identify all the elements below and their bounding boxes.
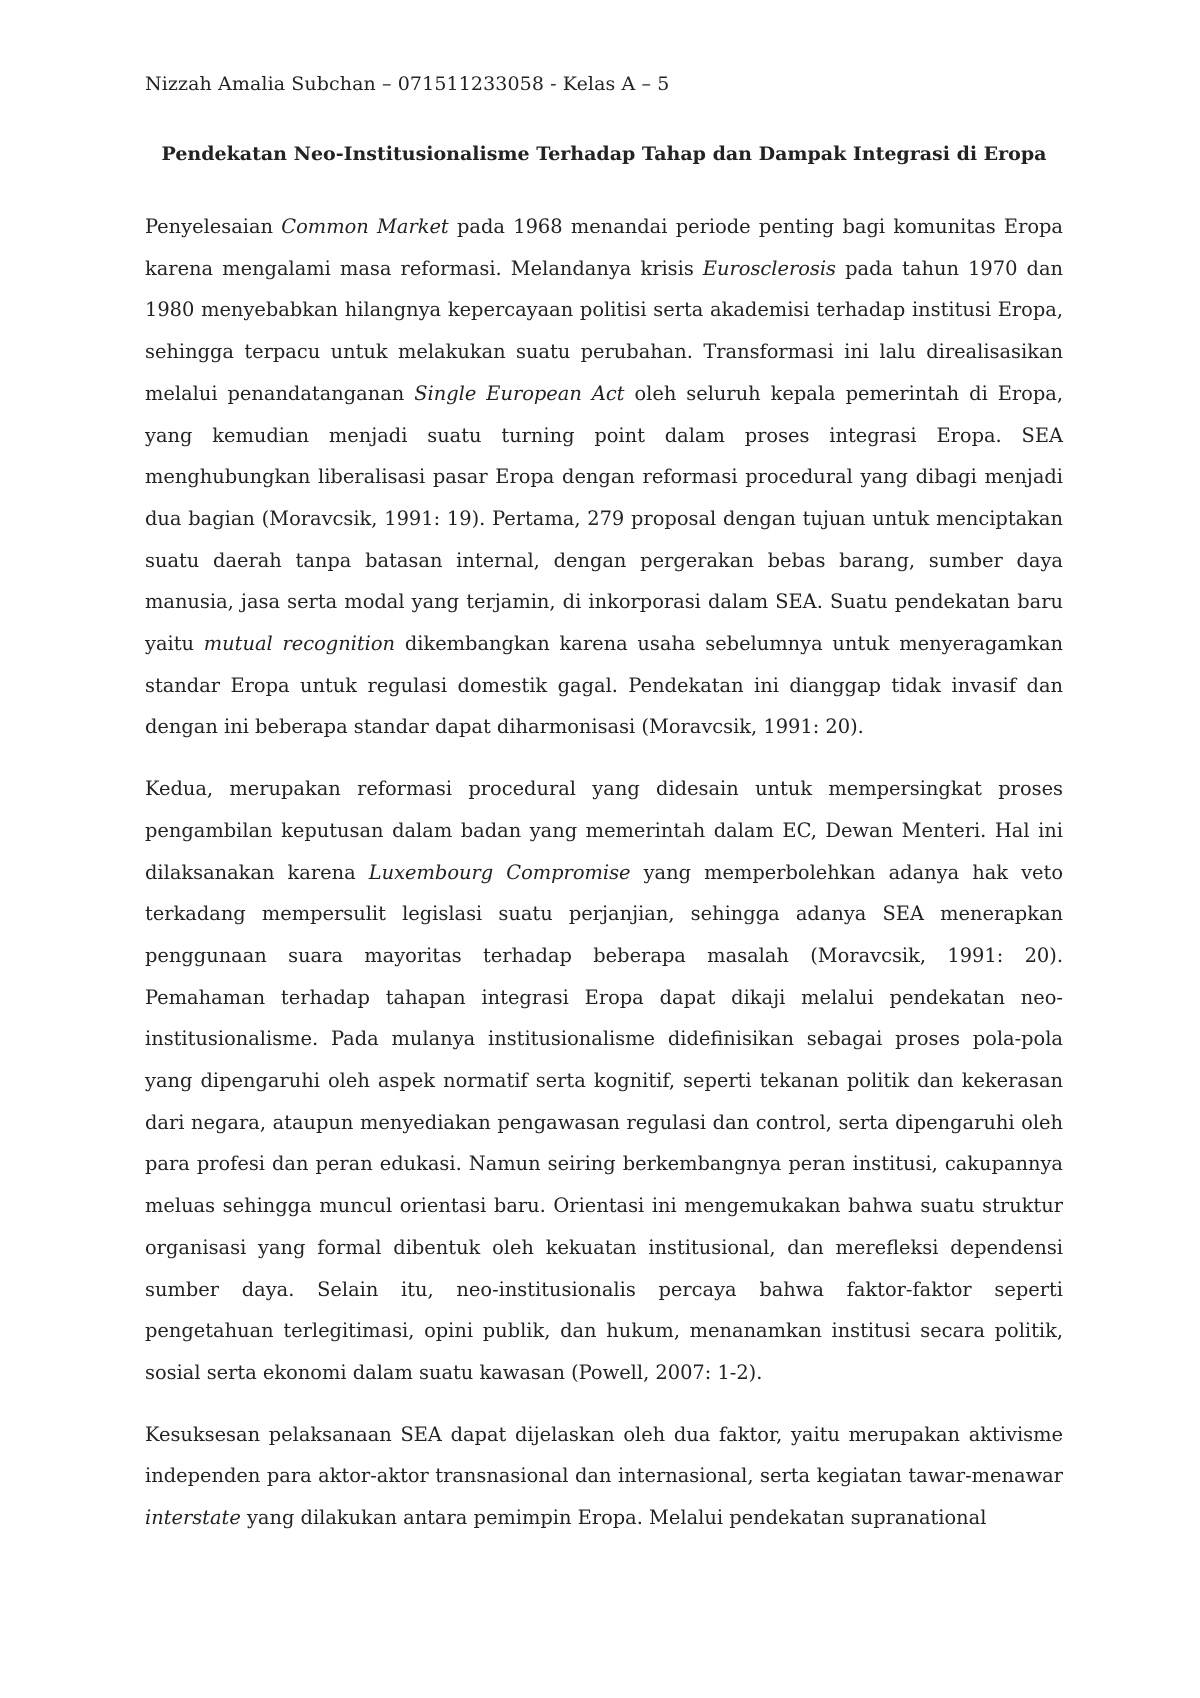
paragraph-3 — [145, 1414, 1063, 1539]
text-run: pada 1968 menandai periode penting bagi komunitas Eropa karena mengalami masa reformasi. Melandanya krisis — [145, 215, 1063, 280]
document-page — [145, 70, 1063, 1559]
italic-term: interstate — [145, 1506, 241, 1530]
paragraph-1 — [145, 206, 1063, 748]
text-run: Kedua, merupakan reformasi procedural yang didesain untuk mempersingkat proses pengambilan keputusan dalam badan yang memerintah dalam EC, Dewan Menteri. Hal ini dilaksanakan karena — [145, 777, 1063, 884]
italic-term: mutual recognition — [203, 632, 396, 656]
text-run: yang dilakukan antara pemimpin Eropa. Melalui pendekatan supranational — [240, 1506, 987, 1530]
italic-term: Common Market — [281, 215, 449, 238]
text-run: yang memperbolehkan adanya hak veto terkadang mempersulit legislasi suatu perjanjian, sehingga adanya SEA menerapkan penggunaan suara mayoritas terhadap beberapa masalah (Moravcsik, 1991: 20). Pemahaman terhadap tahapan integrasi Eropa dapat dikaji melalui pendekatan neo-institusionalisme. Pada mulanya institusionalisme didefinisikan sebagai proses pola-pola yang dipengaruhi oleh aspek normatif serta kognitif, seperti tekanan politik dan kekerasan dari negara, ataupun menyediakan pengawasan regulasi dan control, serta dipengaruhi oleh para profesi dan peran edukasi. Namun seiring berkembangnya peran institusi, cakupannya meluas sehingga muncul orientasi baru. Orientasi ini mengemukakan bahwa suatu struktur organisasi yang formal dibentuk oleh kekuatan institusional, dan merefleksi dependensi sumber daya. Selain itu, neo-institusionalis percaya bahwa faktor-faktor seperti pengetahuan terlegitimasi, opini publik, dan hukum, menanamkan institusi secara politik, sosial serta ekonomi dalam suatu kawasan (Powell, 2007: 1-2). — [145, 860, 1063, 1384]
italic-term: Luxembourg Compromise — [368, 860, 631, 884]
text-run: pada tahun 1970 dan 1980 menyebabkan hilangnya kepercayaan politisi serta akademisi terhadap institusi Eropa, sehingga terpacu untuk melakukan suatu perubahan. Transformasi ini lalu direalisasikan melalui penandatanganan — [145, 256, 1063, 405]
italic-term: Eurosclerosis — [702, 256, 836, 280]
document-title: Pendekatan Neo-Institusionalisme Terhadap Tahap dan Dampak Integrasi di Eropa — [161, 143, 1047, 165]
author-line: Nizzah Amalia Subchan – 071511233058 - Kelas A – 5 — [145, 73, 670, 95]
text-run: dikembangkan karena usaha sebelumnya untuk menyeragamkan standar Eropa untuk regulasi domestik gagal. Pendekatan ini dianggap tidak invasif dan dengan ini beberapa standar dapat diharmonisasi (Moravcsik, 1991: 20). — [145, 632, 1063, 739]
italic-term: Single European Act — [414, 381, 625, 405]
text-run: Kesuksesan pelaksanaan SEA dapat dijelaskan oleh dua faktor, yaitu merupakan aktivisme independen para aktor-aktor transnasional dan internasional, serta kegiatan tawar-menawar — [145, 1422, 1063, 1488]
text-run: Penyelesaian — [145, 215, 282, 238]
paragraph-2 — [145, 768, 1063, 1394]
text-run: oleh seluruh kepala pemerintah di Eropa, yang kemudian menjadi suatu turning point dalam proses integrasi Eropa. SEA menghubungkan liberalisasi pasar Eropa dengan reformasi procedural yang dibagi menjadi dua bagian (Moravcsik, 1991: 19). Pertama, 279 proposal dengan tujuan untuk menciptakan suatu daerah tanpa batasan internal, dengan pergerakan bebas barang, sumber daya manusia, jasa serta modal yang terjamin, di inkorporasi dalam SEA. Suatu pendekatan baru yaitu — [145, 381, 1063, 656]
